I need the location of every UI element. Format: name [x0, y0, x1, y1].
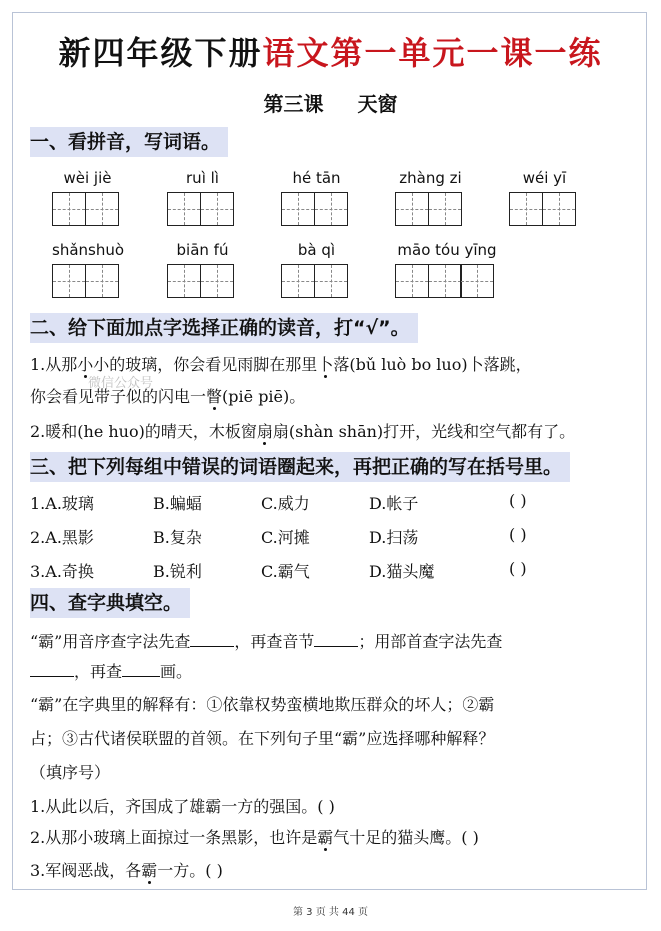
pinyin-word — [395, 241, 499, 301]
option-d[interactable]: D.帐子 — [369, 494, 419, 513]
writing-box[interactable] — [314, 264, 348, 298]
pinyin-label: ruì lì — [186, 169, 219, 187]
s4-line-5: （填序号） — [30, 763, 111, 782]
writing-box[interactable] — [395, 264, 429, 298]
dotted-char: 霸 — [141, 861, 158, 880]
section-2-heading: 二、给下面加点字选择正确的读音，打“√”。 — [30, 313, 418, 343]
watermark: 微信公众号 — [88, 376, 154, 391]
dotted-char[interactable]: 瞥 — [206, 387, 223, 406]
lesson-name: 天窗 — [357, 92, 398, 116]
writing-box[interactable] — [200, 192, 234, 226]
pinyin-label: bà qì — [297, 241, 336, 259]
answer-blank[interactable] — [122, 660, 160, 677]
pinyin-word — [167, 241, 238, 301]
option-c[interactable]: C.河摊 — [261, 528, 310, 547]
pinyin-word — [281, 241, 352, 301]
title-subject: 语文第一单元一课一练 — [262, 34, 603, 72]
writing-box[interactable] — [167, 264, 201, 298]
pinyin-word — [281, 169, 352, 229]
s4-line-1 — [30, 630, 502, 653]
dotted-char[interactable]: 卜 — [317, 355, 334, 374]
option-d[interactable]: D.猫头魔 — [369, 562, 435, 581]
pinyin-label: wéi yī — [522, 169, 567, 187]
text: (piē piē)。 — [222, 387, 306, 406]
option-c[interactable]: C.威力 — [261, 494, 310, 513]
s4-question-2[interactable] — [30, 827, 479, 849]
lesson-title — [0, 88, 661, 117]
text: 你会看见带子似的闪电一 — [30, 387, 207, 406]
writing-box[interactable] — [314, 192, 348, 226]
option-d[interactable]: D.扫荡 — [369, 528, 419, 547]
text: 2.从那小玻璃上面掠过一条黑影，也许是 — [30, 828, 318, 847]
page-title — [0, 28, 661, 74]
s4-line-3: “霸”在字典里的解释有：①依靠权势蛮横地欺压群众的坏人；②霸 — [30, 695, 495, 714]
writing-box[interactable] — [428, 192, 462, 226]
writing-box[interactable] — [281, 264, 315, 298]
text: ，再查音节 — [234, 632, 315, 651]
text: 3.军阀恶战，各 — [30, 861, 142, 880]
answer-parens[interactable]: ( ) — [509, 525, 527, 544]
section-4-heading: 四、查字典填空。 — [30, 588, 190, 618]
section-1-heading: 一、看拼音，写词语。 — [30, 127, 228, 157]
pinyin-label: zhàng zi — [399, 169, 462, 187]
text: 落(bǔ luò bo luo)卜落跳， — [333, 355, 532, 374]
writing-box[interactable] — [509, 192, 543, 226]
s2-question-1-line-2 — [30, 386, 305, 408]
text: 一方。( ) — [157, 861, 223, 880]
pinyin-word — [395, 169, 466, 229]
writing-box[interactable] — [200, 264, 234, 298]
dotted-char: 霸 — [317, 828, 334, 847]
pinyin-word — [52, 169, 123, 229]
text: 气十足的猫头鹰。( ) — [333, 828, 479, 847]
s4-question-1[interactable]: 1.从此以后，齐国成了雄霸一方的强国。( ) — [30, 797, 335, 816]
pinyin-label: biān fú — [176, 241, 229, 259]
writing-box[interactable] — [85, 264, 119, 298]
pinyin-word — [509, 169, 580, 229]
pinyin-word — [52, 241, 123, 301]
section-3-heading: 三、把下列每组中错误的词语圈起来，再把正确的写在括号里。 — [30, 452, 570, 482]
writing-box[interactable] — [52, 264, 86, 298]
text: 扇(shàn shān)打开，光线和空气都有了。 — [272, 422, 576, 441]
s4-line-4: 占；③古代诸侯联盟的首领。在下列句子里“霸”应选择哪种解释？ — [30, 729, 495, 748]
writing-box[interactable] — [85, 192, 119, 226]
answer-blank[interactable] — [314, 630, 358, 647]
option-c[interactable]: C.霸气 — [261, 562, 310, 581]
text: 小的玻璃，你会看见雨脚在那里 — [93, 355, 318, 374]
text: 1.从那 — [30, 355, 78, 374]
lesson-number: 第三课 — [263, 92, 324, 116]
text: ；用部首查字法先查 — [358, 632, 503, 651]
option-a[interactable]: 3.A.奇换 — [30, 562, 94, 581]
pinyin-label: māo tóu yīng — [397, 241, 497, 259]
pinyin-label: hé tān — [292, 169, 341, 187]
text: 2.暖和(he huo)的晴天，木板窗 — [30, 422, 257, 441]
option-a[interactable]: 2.A.黑影 — [30, 528, 94, 547]
dotted-char[interactable]: 扇 — [256, 422, 273, 441]
text: 画。 — [160, 662, 193, 681]
answer-blank[interactable] — [190, 630, 234, 647]
writing-box[interactable] — [281, 192, 315, 226]
page-footer: 第 3 页 共 44 页 — [293, 907, 368, 918]
s2-question-2 — [30, 421, 575, 443]
s4-line-2 — [30, 660, 192, 683]
pinyin-label: wèi jiè — [63, 169, 112, 187]
answer-parens[interactable]: ( ) — [509, 559, 527, 578]
pinyin-word — [167, 169, 238, 229]
writing-box[interactable] — [52, 192, 86, 226]
option-b[interactable]: B.复杂 — [153, 528, 202, 547]
writing-box[interactable] — [428, 264, 462, 298]
writing-box[interactable] — [395, 192, 429, 226]
writing-box[interactable] — [460, 264, 494, 298]
pinyin-label: shǎnshuò — [52, 241, 125, 259]
writing-box[interactable] — [542, 192, 576, 226]
option-a[interactable]: 1.A.玻璃 — [30, 494, 94, 513]
option-b[interactable]: B.蝙蝠 — [153, 494, 202, 513]
answer-blank[interactable] — [30, 660, 74, 677]
writing-box[interactable] — [167, 192, 201, 226]
text: ，再查 — [74, 662, 123, 681]
s4-question-3[interactable] — [30, 860, 223, 882]
title-grade: 新四年级下册 — [58, 34, 263, 72]
dotted-char[interactable]: 小 — [77, 355, 94, 374]
answer-parens[interactable]: ( ) — [509, 491, 527, 510]
option-b[interactable]: B.锐利 — [153, 562, 202, 581]
text: “霸”用音序查字法先查 — [30, 632, 191, 651]
